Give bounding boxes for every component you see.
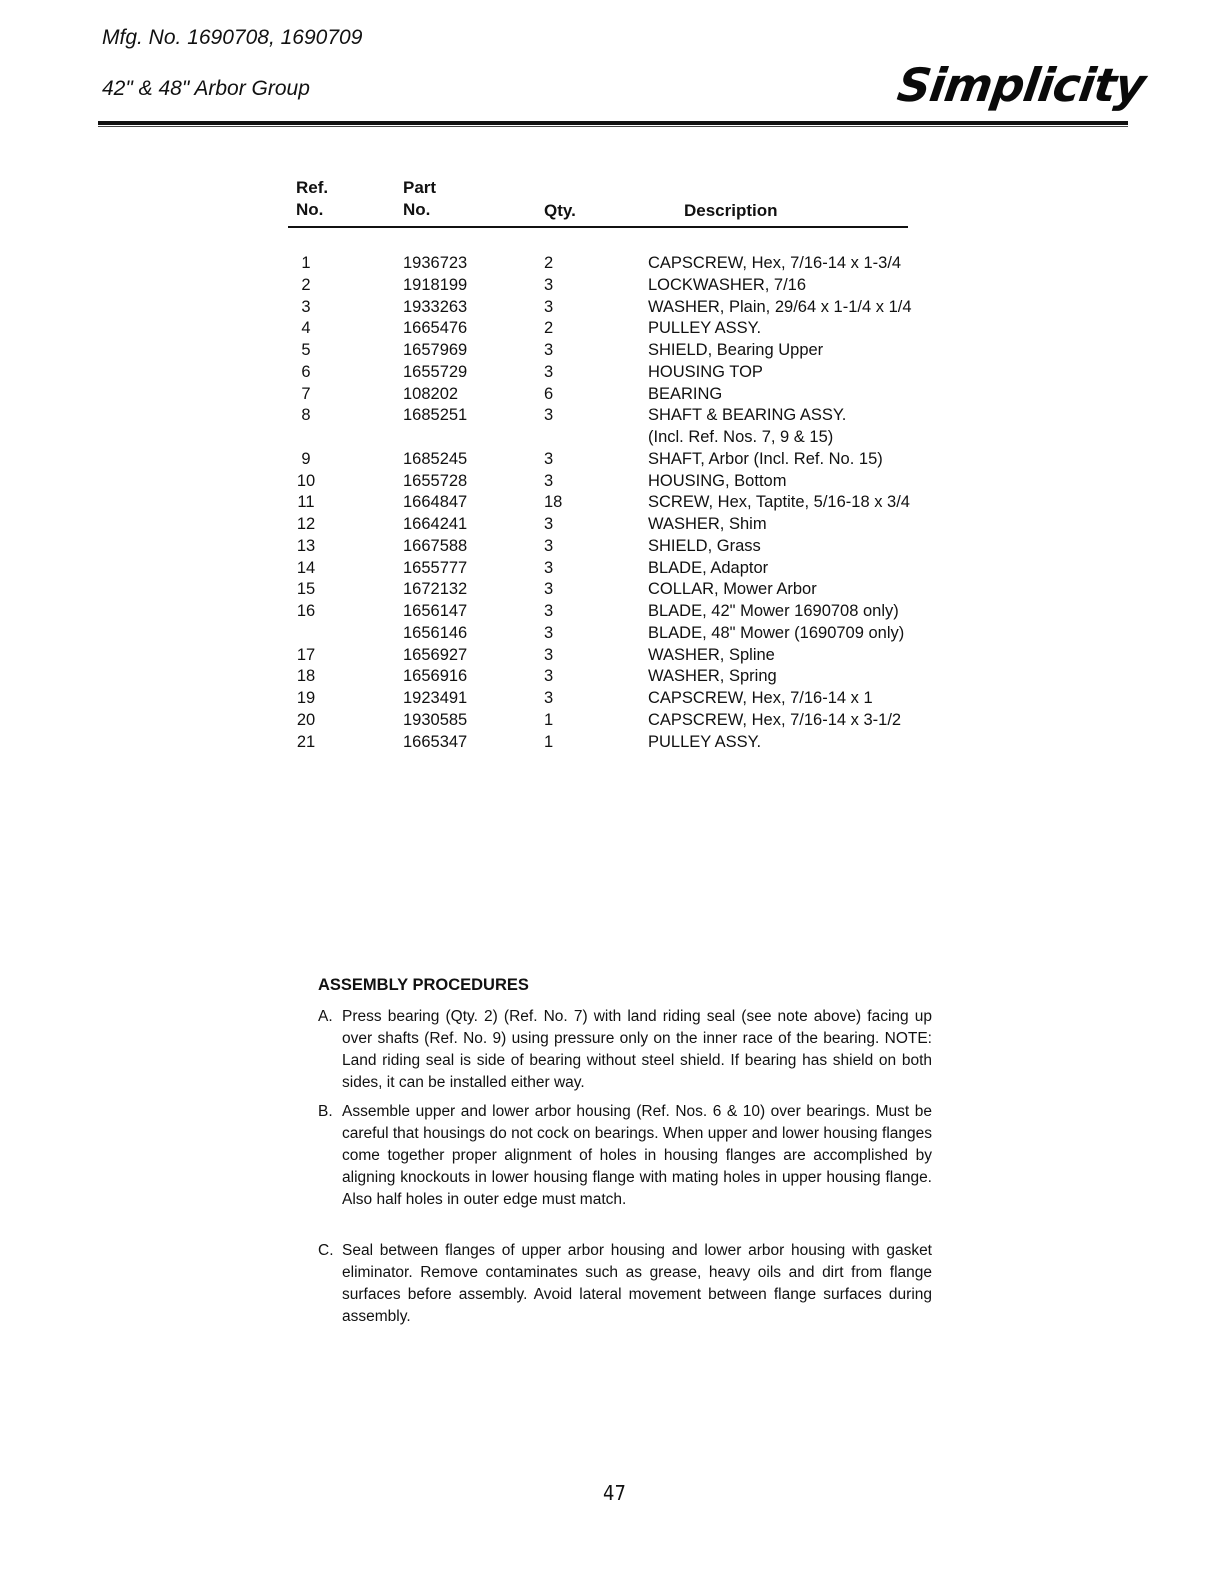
qty-cell: 3: [544, 362, 554, 381]
qty-cell: 3: [544, 297, 554, 316]
description-cell: CAPSCREW, Hex, 7/16-14 x 3-1/2: [648, 710, 902, 729]
ref-no-cell: 2: [301, 275, 311, 294]
page-number: 47: [603, 1481, 626, 1505]
table-row: [0, 449, 1218, 471]
ref-no-cell: 20: [296, 710, 316, 729]
description-cell: WASHER, Spring: [648, 667, 777, 686]
table-row: [0, 340, 1218, 362]
part-no-cell: 1664241: [403, 515, 468, 533]
qty-cell: 6: [544, 384, 554, 403]
qty-cell: 3: [544, 602, 554, 620]
simplicity-logo: Simplicity: [894, 58, 1149, 112]
part-no-cell: 1665347: [403, 732, 468, 751]
table-row: [0, 710, 1218, 732]
table-row: [0, 536, 1218, 558]
header-description: Description: [684, 201, 778, 220]
qty-cell: 1: [544, 732, 554, 751]
header-ref: Ref. No.: [296, 178, 329, 219]
description-cell: BLADE, 42" Mower 1690708 only): [648, 602, 899, 620]
part-no-cell: 1933263: [403, 297, 468, 316]
table-row: [0, 688, 1218, 710]
ref-no-cell: 21: [296, 732, 316, 751]
description-cell: BEARING: [648, 384, 723, 403]
ref-no-cell: 15: [296, 580, 316, 599]
table-row: [0, 492, 1218, 514]
qty-cell: 3: [544, 515, 554, 533]
ref-no-cell: 1: [301, 254, 311, 272]
ref-no-cell: 10: [296, 471, 316, 490]
description-cell: WASHER, Shim: [648, 515, 767, 533]
group-title: 42" & 48" Arbor Group: [102, 77, 310, 100]
ref-no-cell: 9: [301, 449, 311, 468]
description-cell: COLLAR, Mower Arbor: [648, 580, 817, 599]
description-cell: BLADE, Adaptor: [648, 558, 769, 577]
part-no-cell: 1655728: [403, 471, 468, 490]
part-no-cell: 1655777: [403, 558, 468, 577]
ref-no-cell: 5: [301, 341, 311, 359]
ref-no-cell: 17: [296, 645, 316, 664]
description-cell: PULLEY ASSY.: [648, 319, 762, 338]
part-no-cell: 1930585: [403, 710, 468, 729]
description-cell: PULLEY ASSY.: [648, 732, 762, 751]
qty-cell: 2: [544, 319, 554, 338]
table-row: [0, 405, 1218, 427]
table-row: [0, 297, 1218, 319]
description-cell: SCREW, Hex, Taptite, 5/16-18 x 3/4: [648, 493, 910, 512]
procedure-letter: C.: [318, 1242, 334, 1259]
part-no-cell: 1656147: [403, 602, 468, 620]
table-row: [0, 666, 1218, 688]
part-no-cell: 1685245: [403, 449, 468, 468]
part-no-cell: 1656916: [403, 667, 468, 686]
qty-cell: 3: [544, 275, 554, 294]
ref-no-cell: 3: [301, 297, 311, 316]
qty-cell: 3: [544, 667, 554, 686]
part-no-cell: 1657969: [403, 341, 468, 359]
header-rule-thin: [98, 126, 1128, 127]
part-no-cell: 1656146: [403, 623, 468, 642]
ref-no-cell: 18: [296, 667, 316, 686]
description-cell: SHAFT, Arbor (Incl. Ref. No. 15): [648, 449, 883, 468]
part-no-cell: 1664847: [403, 493, 468, 512]
part-no-cell: 1665476: [403, 319, 468, 338]
parts-rows: [0, 253, 1218, 753]
part-no-cell: 108202: [403, 384, 459, 403]
procedure-text: Assemble upper and lower arbor housing (Ref. Nos. 6 & 10) over bearings. Must be careful that housings do not cock on bearings. When upper and lower housing flanges come together proper alignment of holes in housing flanges are accomplished by aligning knockouts in lower housing flange with mating holes in upper housing flange. Also half holes in outer edge must match.: [342, 1103, 932, 1208]
ref-no-cell: 16: [296, 602, 316, 620]
part-no-cell: 1923491: [403, 689, 468, 707]
part-no-cell: 1685251: [403, 406, 468, 425]
ref-no-cell: 4: [301, 319, 311, 338]
description-cell: HOUSING, Bottom: [648, 471, 787, 490]
qty-cell: 3: [544, 645, 554, 664]
qty-cell: 3: [544, 558, 554, 577]
part-no-cell: 1672132: [403, 580, 468, 599]
header-rule: [98, 121, 1128, 125]
table-row: [0, 275, 1218, 297]
ref-no-cell: 6: [301, 362, 311, 381]
table-row: [0, 645, 1218, 667]
qty-cell: 3: [544, 471, 554, 490]
ref-no-cell: 11: [297, 493, 315, 512]
procedure-c: [318, 1240, 932, 1328]
description-cell: SHIELD, Grass: [648, 536, 761, 555]
table-row: [0, 384, 1218, 406]
header-part: Part No.: [403, 178, 437, 219]
qty-cell: 2: [544, 254, 554, 272]
assembly-title: ASSEMBLY PROCEDURES: [318, 976, 529, 994]
description-cell: BLADE, 48" Mower (1690709 only): [648, 623, 905, 642]
description-cell: SHIELD, Bearing Upper: [648, 341, 824, 359]
table-header-rule: [288, 226, 908, 228]
part-no-cell: 1918199: [403, 275, 468, 294]
table-row: [0, 579, 1218, 601]
qty-cell: 3: [544, 623, 554, 642]
part-no-cell: 1656927: [403, 645, 468, 664]
procedure-letter: A.: [318, 1008, 333, 1025]
part-no-cell: 1655729: [403, 362, 468, 381]
description-cell: WASHER, Plain, 29/64 x 1-1/4 x 1/4: [648, 297, 912, 316]
part-no-cell: 1667588: [403, 536, 468, 555]
qty-cell: 18: [544, 493, 563, 512]
ref-no-cell: 13: [296, 536, 316, 555]
description-cell: LOCKWASHER, 7/16: [648, 275, 807, 294]
description-cell: WASHER, Spline: [648, 645, 775, 664]
qty-cell: 3: [544, 580, 554, 599]
manufacturer-number: Mfg. No. 1690708, 1690709: [102, 26, 363, 49]
table-row: [0, 318, 1218, 340]
table-row: [0, 514, 1218, 536]
ref-no-cell: 7: [301, 384, 311, 403]
qty-cell: 3: [544, 449, 554, 468]
procedure-b: [318, 1101, 932, 1211]
table-row: [0, 623, 1218, 645]
part-no-cell: 1936723: [403, 254, 468, 272]
table-row: [0, 558, 1218, 580]
ref-no-cell: 12: [296, 515, 316, 533]
table-row: [0, 427, 1218, 449]
qty-cell: 3: [544, 689, 554, 707]
description-cell: CAPSCREW, Hex, 7/16-14 x 1: [648, 689, 873, 707]
table-row: [0, 362, 1218, 384]
qty-cell: 1: [544, 710, 554, 729]
description-cell: CAPSCREW, Hex, 7/16-14 x 1-3/4: [648, 254, 902, 272]
ref-no-cell: 14: [296, 558, 316, 577]
procedure-text: Seal between flanges of upper arbor housing and lower arbor housing with gasket eliminator. Remove contaminates such as grease, heavy oils and dirt from flange surfaces before assembly. Avoid lateral movement between flange surfaces during assembly.: [342, 1242, 932, 1325]
header-qty: Qty.: [544, 201, 576, 220]
qty-cell: 3: [544, 536, 554, 555]
qty-cell: 3: [544, 341, 554, 359]
ref-no-cell: 19: [296, 689, 316, 707]
description-cell: SHAFT & BEARING ASSY.: [648, 406, 847, 425]
procedure-letter: B.: [318, 1103, 333, 1120]
description-cell: HOUSING TOP: [648, 362, 763, 381]
qty-cell: 3: [544, 406, 554, 425]
ref-no-cell: 8: [301, 406, 311, 425]
description-cell: (Incl. Ref. Nos. 7, 9 & 15): [648, 428, 834, 446]
table-row: [0, 471, 1218, 493]
table-row: [0, 601, 1218, 623]
table-row: [0, 253, 1218, 275]
table-row: [0, 732, 1218, 754]
procedure-a: [318, 1006, 932, 1094]
procedure-text: Press bearing (Qty. 2) (Ref. No. 7) with land riding seal (see note above) facing up over shafts (Ref. No. 9) using pressure only on the inner race of the bearing. NOTE: Land riding seal is side of bearing without steel shield. If bearing has shield on both sides, it can be installed either way.: [342, 1008, 932, 1091]
